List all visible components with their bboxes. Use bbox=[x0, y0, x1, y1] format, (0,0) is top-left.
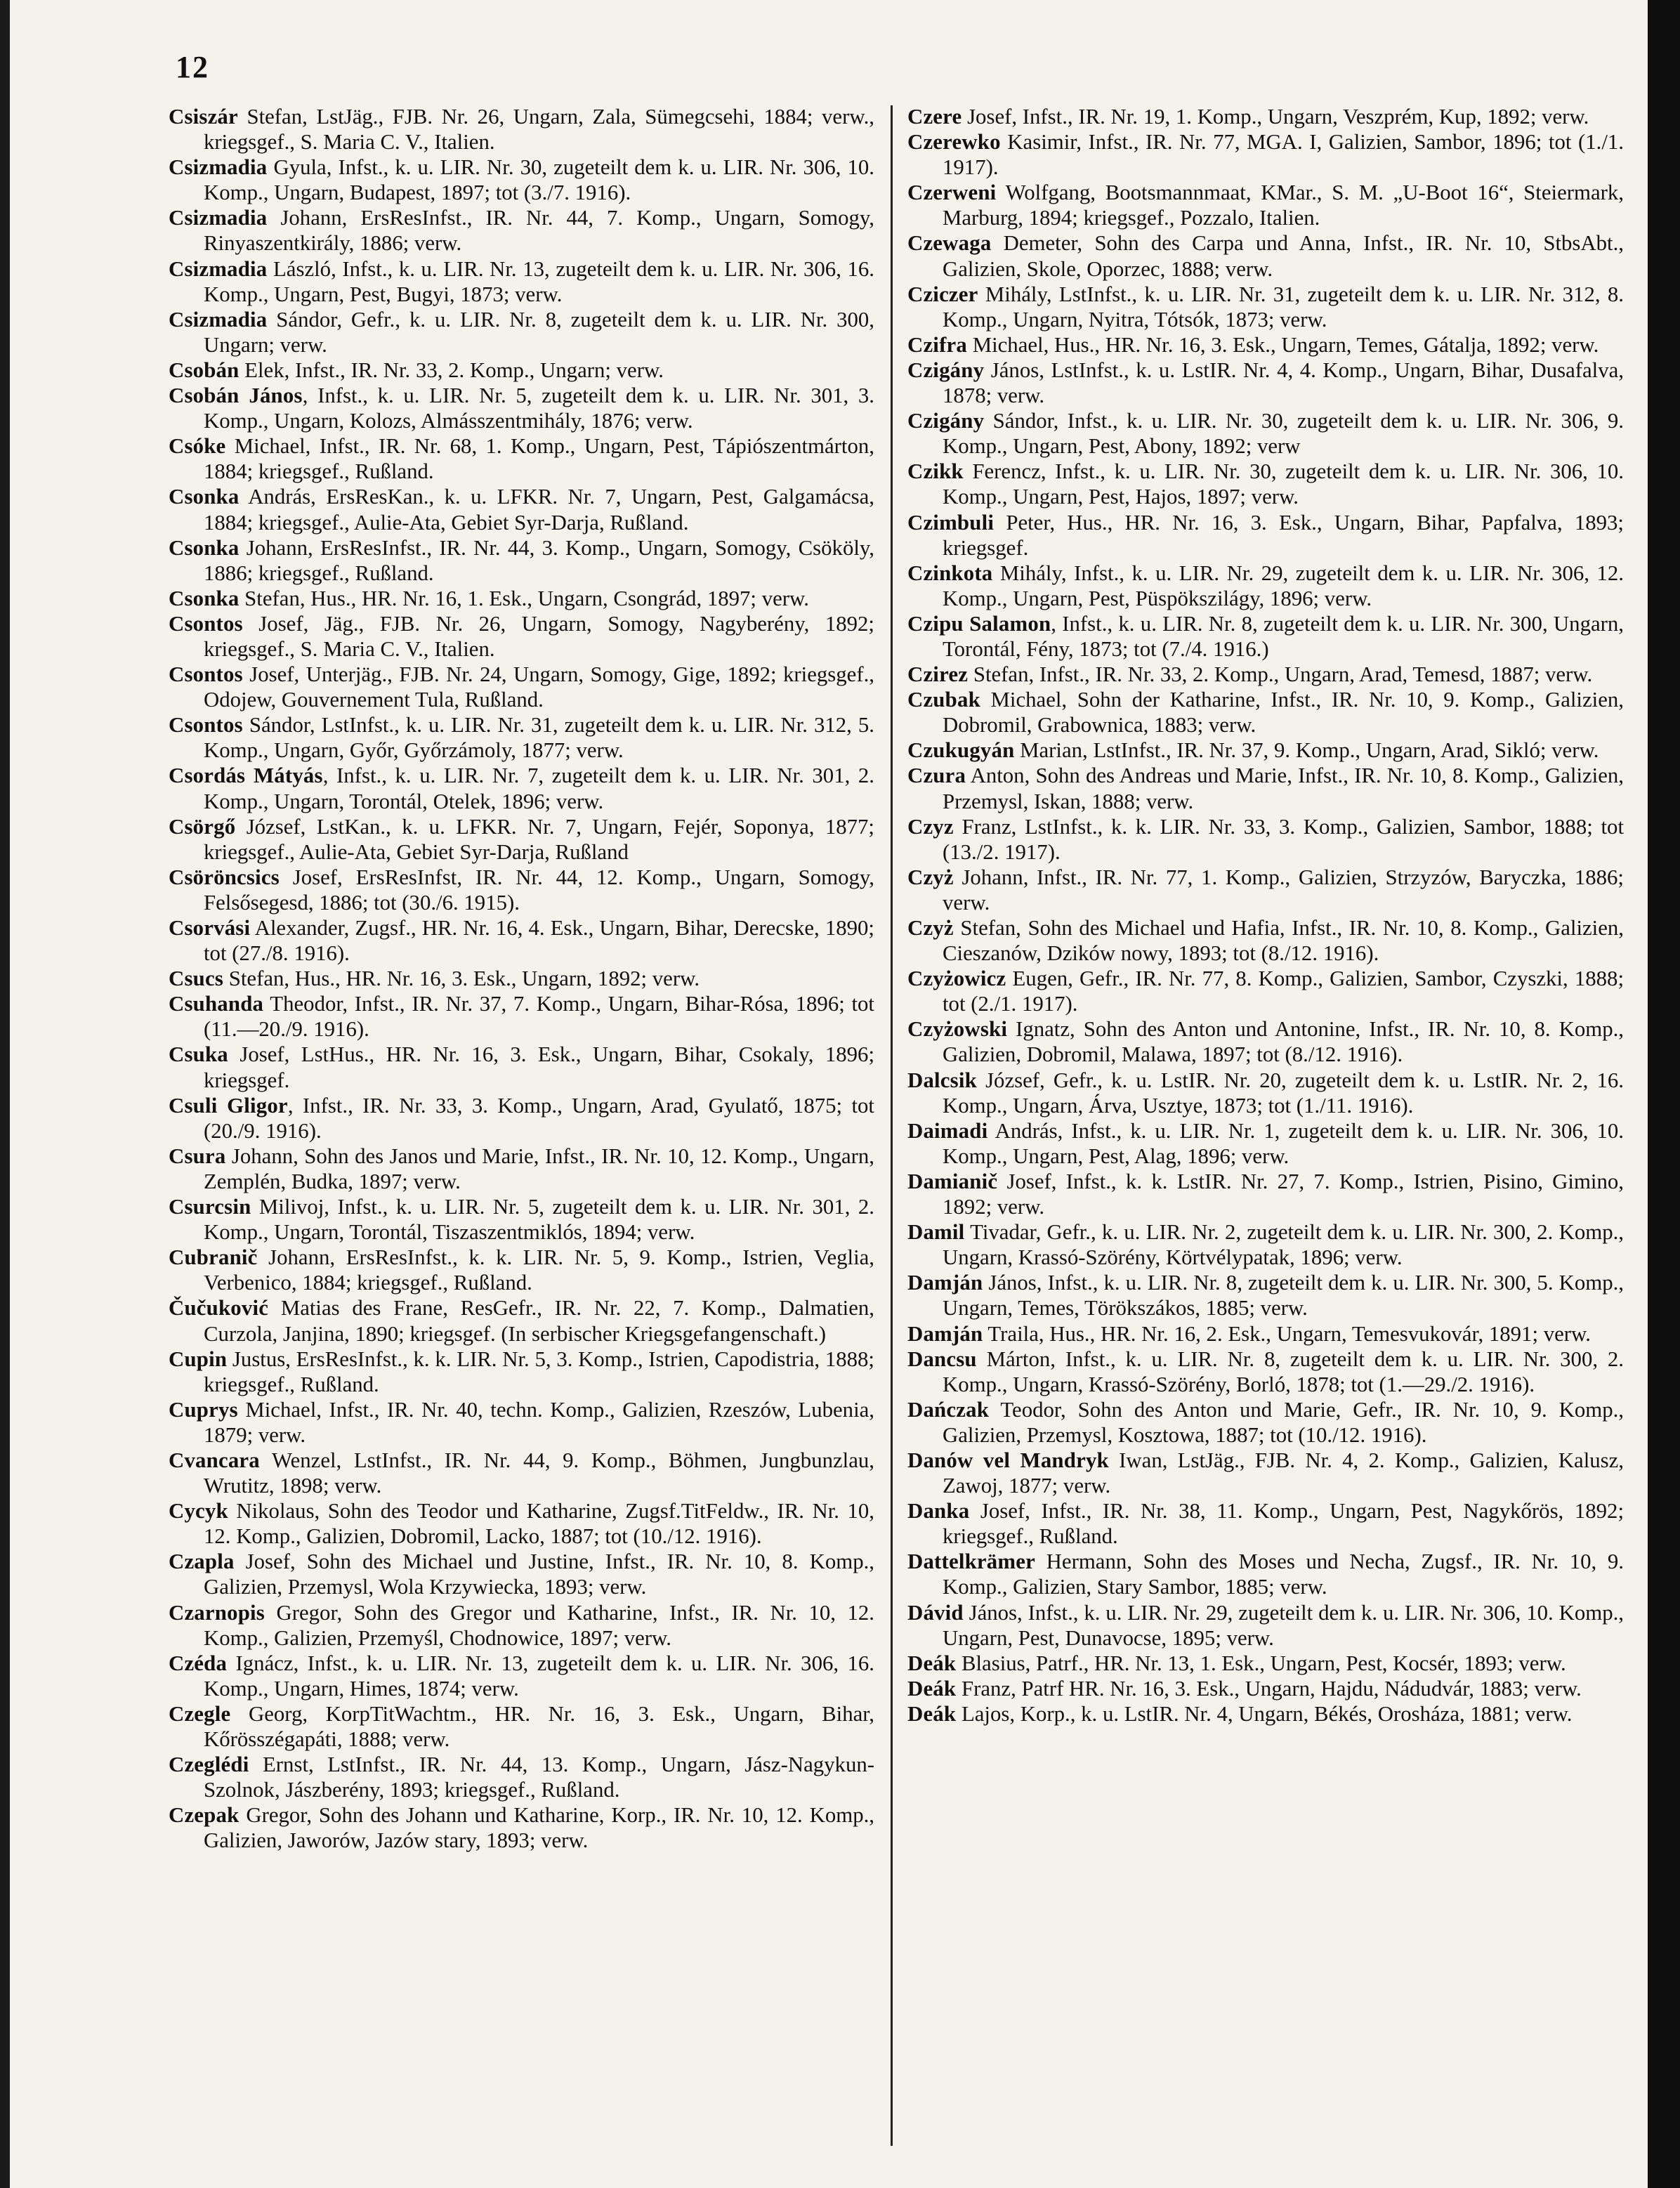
entry-details: Traila, Hus., HR. Nr. 16, 2. Esk., Ungarn, Temesvukovár, 1891; verw. bbox=[983, 1321, 1591, 1346]
list-entry bbox=[907, 408, 1624, 459]
entry-details: , Infst., k. u. LIR. Nr. 7, zugeteilt dem k. u. LIR. Nr. 301, 2. Komp., Ungarn, Torontál, Otelek, 1896; verw. bbox=[204, 764, 875, 813]
entry-surname: Csóke bbox=[169, 434, 226, 459]
entry-surname: Csontos bbox=[169, 662, 243, 687]
entry-details: Sándor, Gefr., k. u. LIR. Nr. 8, zugeteilt dem k. u. LIR. Nr. 300, Ungarn; verw. bbox=[204, 307, 874, 357]
list-entry bbox=[907, 1219, 1624, 1270]
list-entry bbox=[169, 865, 874, 915]
entry-surname: Czipu Salamon bbox=[907, 611, 1051, 636]
list-entry bbox=[169, 484, 874, 535]
entry-surname: Csontos bbox=[169, 611, 243, 636]
entry-surname: Deák bbox=[907, 1651, 957, 1675]
entry-details: Stefan, Hus., HR. Nr. 16, 3. Esk., Ungarn, 1892; verw. bbox=[223, 967, 700, 991]
entry-details: Johann, ErsResInfst., IR. Nr. 44, 3. Komp., Ungarn, Somogy, Csököly, 1886; kriegsgef., Rußland. bbox=[204, 535, 874, 585]
list-entry bbox=[907, 814, 1624, 865]
entry-surname: Czyżowski bbox=[907, 1017, 1008, 1042]
entry-details: Ignatz, Sohn des Anton und Antonine, Infst., IR. Nr. 10, 8. Komp., Galizien, Dobromil, Malawa, 1897; tot (8./12. 1916). bbox=[943, 1017, 1624, 1067]
entry-details: Josef, Sohn des Michael und Justine, Infst., IR. Nr. 10, 8. Komp., Galizien, Przemysl, Wola Krzywiecka, 1893; verw. bbox=[204, 1550, 874, 1599]
entry-surname: Czyz bbox=[907, 814, 954, 839]
entry-surname: Csuka bbox=[169, 1042, 228, 1067]
entry-details: Justus, ErsResInfst., k. k. LIR. Nr. 5, 3. Komp., Istrien, Capodistria, 1888; kriegsgef., Rußland. bbox=[204, 1347, 874, 1396]
entry-surname: Csizmadia bbox=[169, 206, 268, 230]
list-entry bbox=[907, 1169, 1624, 1219]
entry-details: Michael, Hus., HR. Nr. 16, 3. Esk., Ungarn, Temes, Gátalja, 1892; verw. bbox=[967, 332, 1599, 357]
list-entry bbox=[169, 763, 874, 813]
entry-surname: Czura bbox=[907, 764, 966, 788]
entry-details: Stefan, Sohn des Michael und Hafia, Infst., IR. Nr. 10, 8. Komp., Galizien, Cieszanów, Dzików nowy, 1893; tot (8./12. 1916). bbox=[943, 916, 1624, 966]
entry-surname: Czegle bbox=[169, 1701, 231, 1726]
page-number: 12 bbox=[176, 50, 209, 84]
list-entry bbox=[907, 915, 1624, 966]
entry-details: Franz, LstInfst., k. k. LIR. Nr. 33, 3. Komp., Galizien, Sambor, 1888; tot (13./2. 1917). bbox=[943, 814, 1624, 864]
entry-surname: Csonka bbox=[169, 535, 239, 560]
entry-details: Johann, ErsResInfst., IR. Nr. 44, 7. Komp., Ungarn, Somogy, Rinyaszentkirály, 1886; verw. bbox=[204, 206, 874, 256]
entry-surname: Cycyk bbox=[169, 1499, 228, 1524]
entry-surname: Csuhanda bbox=[169, 992, 264, 1016]
entry-details: Johann, Sohn des Janos und Marie, Infst., IR. Nr. 10, 12. Komp., Ungarn, Zemplén, Budka, 1897; verw. bbox=[204, 1144, 874, 1193]
list-entry bbox=[169, 611, 874, 662]
entry-details: Kasimir, Infst., IR. Nr. 77, MGA. I, Galizien, Sambor, 1896; tot (1./1. 1917). bbox=[943, 130, 1624, 180]
list-entry bbox=[907, 966, 1624, 1016]
entry-surname: Czimbuli bbox=[907, 510, 995, 535]
entry-details: Teodor, Sohn des Anton und Marie, Gefr., IR. Nr. 10, 9. Komp., Galizien, Przemysl, Kosztowa, 1887; tot (10./12. 1916). bbox=[943, 1397, 1624, 1447]
entry-surname: Csonka bbox=[169, 586, 239, 610]
list-entry bbox=[907, 1118, 1624, 1169]
entry-details: Alexander, Zugsf., HR. Nr. 16, 4. Esk., Ungarn, Bihar, Derecske, 1890; tot (27./8. 1916). bbox=[204, 916, 874, 966]
list-entry bbox=[169, 1701, 874, 1752]
entry-details: Anton, Sohn des Andreas und Marie, Infst., IR. Nr. 10, 8. Komp., Galizien, Przemysl, Iskan, 1888; verw. bbox=[943, 764, 1624, 813]
list-entry bbox=[907, 459, 1624, 509]
entry-surname: Danka bbox=[907, 1499, 970, 1524]
entry-details: Peter, Hus., HR. Nr. 16, 3. Esk., Ungarn, Bihar, Papfalva, 1893; kriegsgef. bbox=[943, 510, 1624, 560]
list-entry bbox=[907, 1448, 1624, 1498]
list-entry bbox=[169, 991, 874, 1042]
entry-surname: Czikk bbox=[907, 459, 964, 484]
list-entry bbox=[169, 433, 874, 484]
entry-surname: Csizmadia bbox=[169, 155, 268, 180]
entry-surname: Czerweni bbox=[907, 181, 997, 205]
entry-surname: Csucs bbox=[169, 967, 224, 991]
list-entry bbox=[907, 180, 1624, 230]
entry-details: Sándor, Infst., k. u. LIR. Nr. 30, zugeteilt dem k. u. LIR. Nr. 306, 9. Komp., Ungarn, Pest, Abony, 1892; verw bbox=[943, 409, 1624, 459]
list-entry bbox=[907, 104, 1624, 129]
list-entry bbox=[169, 712, 874, 763]
list-entry bbox=[907, 1016, 1624, 1067]
entry-surname: Damján bbox=[907, 1321, 983, 1346]
entry-details: Michael, Sohn der Katharine, Infst., IR. Nr. 10, 9. Komp., Galizien, Dobromil, Grabownica, 1883; verw. bbox=[943, 688, 1624, 738]
entry-details: Michael, Infst., IR. Nr. 68, 1. Komp., Ungarn, Pest, Tápiószentmárton, 1884; kriegsgef., Rußland. bbox=[204, 434, 874, 484]
entry-details: Theodor, Infst., IR. Nr. 37, 7. Komp., Ungarn, Bihar-Rósa, 1896; tot (11.—20./9. 1916). bbox=[204, 992, 874, 1042]
list-entry bbox=[907, 332, 1624, 358]
entry-surname: Czewaga bbox=[907, 231, 992, 256]
entry-surname: Czepak bbox=[169, 1803, 239, 1828]
list-entry bbox=[907, 1651, 1624, 1676]
entry-surname: Csobán bbox=[169, 358, 239, 382]
entry-surname: Csordás Mátyás bbox=[169, 764, 323, 788]
list-entry bbox=[907, 510, 1624, 561]
entry-surname: Dávid bbox=[907, 1600, 964, 1625]
column-divider bbox=[891, 105, 893, 2146]
list-entry bbox=[169, 1295, 874, 1346]
entry-details: Gregor, Sohn des Johann und Katharine, Korp., IR. Nr. 10, 12. Komp., Galizien, Jaworów, Jazów stary, 1893; verw. bbox=[204, 1803, 874, 1853]
entry-details: Gyula, Infst., k. u. LIR. Nr. 30, zugeteilt dem k. u. LIR. Nr. 306, 10. Komp., Ungarn, Budapest, 1897; tot (3./7. 1916). bbox=[204, 155, 874, 205]
entry-details: Wenzel, LstInfst., IR. Nr. 44, 9. Komp., Böhmen, Jungbunzlau, Wrutitz, 1898; verw. bbox=[204, 1448, 874, 1498]
entry-details: Stefan, Hus., HR. Nr. 16, 1. Esk., Ungarn, Csongrád, 1897; verw. bbox=[239, 586, 809, 610]
list-entry bbox=[907, 1270, 1624, 1321]
list-entry bbox=[169, 307, 874, 358]
entry-surname: Czubak bbox=[907, 688, 980, 712]
entry-details: Hermann, Sohn des Moses und Necha, Zugsf., IR. Nr. 10, 9. Komp., Galizien, Stary Sambor, 1885; verw. bbox=[943, 1550, 1624, 1599]
list-entry bbox=[169, 383, 874, 433]
entry-details: Johann, ErsResInfst., k. k. LIR. Nr. 5, 9. Komp., Istrien, Veglia, Verbenico, 1884; kriegsgef., Rußland. bbox=[204, 1245, 874, 1295]
list-entry bbox=[169, 1194, 874, 1245]
entry-details: Eugen, Gefr., IR. Nr. 77, 8. Komp., Galizien, Sambor, Czyszki, 1888; tot (2./1. 1917). bbox=[943, 967, 1624, 1016]
entry-details: János, LstInfst., k. u. LstIR. Nr. 4, 4. Komp., Ungarn, Bihar, Dusafalva, 1878; verw. bbox=[943, 358, 1624, 408]
entry-surname: Cziczer bbox=[907, 282, 978, 306]
entry-surname: Csobán János bbox=[169, 384, 303, 408]
entry-details: , Infst., IR. Nr. 33, 3. Komp., Ungarn, Arad, Gyulatő, 1875; tot (20./9. 1916). bbox=[204, 1093, 874, 1143]
list-entry bbox=[907, 687, 1624, 738]
entry-surname: Csizmadia bbox=[169, 256, 268, 281]
list-entry bbox=[907, 662, 1624, 687]
entry-surname: Dańczak bbox=[907, 1397, 990, 1422]
entry-surname: Damil bbox=[907, 1220, 965, 1245]
list-entry bbox=[169, 1397, 874, 1448]
list-entry bbox=[169, 586, 874, 611]
entry-details: Josef, Unterjäg., FJB. Nr. 24, Ungarn, Somogy, Gige, 1892; kriegsgef., Odojew, Gouvernement Tula, Rußland. bbox=[204, 662, 874, 712]
list-entry bbox=[907, 1600, 1624, 1651]
list-entry bbox=[169, 256, 874, 307]
entry-details: Michael, Infst., IR. Nr. 40, techn. Komp., Galizien, Rzeszów, Lubenia, 1879; verw. bbox=[204, 1397, 874, 1447]
entry-details: András, Infst., k. u. LIR. Nr. 1, zugeteilt dem k. u. LIR. Nr. 306, 10. Komp., Ungarn, Pest, Alag, 1896; verw. bbox=[943, 1118, 1624, 1168]
entry-surname: Csizmadia bbox=[169, 307, 268, 332]
entry-surname: Cupin bbox=[169, 1347, 228, 1371]
list-entry bbox=[169, 104, 874, 155]
list-entry bbox=[169, 1042, 874, 1092]
entry-details: , Infst., k. u. LIR. Nr. 8, zugeteilt dem k. u. LIR. Nr. 300, Ungarn, Torontál, Fény, 1873; tot (7./4. 1916.) bbox=[943, 611, 1624, 661]
list-entry bbox=[907, 738, 1624, 763]
list-entry bbox=[169, 1347, 874, 1397]
entry-surname: Czyż bbox=[907, 916, 954, 940]
entry-details: Lajos, Korp., k. u. LstIR. Nr. 4, Ungarn, Békés, Orosháza, 1881; verw. bbox=[956, 1701, 1573, 1726]
entry-surname: Csonka bbox=[169, 485, 239, 509]
entry-details: Tivadar, Gefr., k. u. LIR. Nr. 2, zugeteilt dem k. u. LIR. Nr. 300, 2. Komp., Ungarn, Krassó-Szörény, Körtvélypatak, 1896; verw. bbox=[943, 1220, 1624, 1270]
list-entry bbox=[169, 535, 874, 586]
list-entry bbox=[169, 814, 874, 865]
entry-surname: Czyżowicz bbox=[907, 967, 1006, 991]
list-entry bbox=[907, 561, 1624, 611]
list-entry bbox=[169, 1651, 874, 1701]
entry-surname: Czarnopis bbox=[169, 1600, 265, 1625]
entry-surname: Czeglédi bbox=[169, 1753, 249, 1777]
entry-surname: Cuprys bbox=[169, 1397, 238, 1422]
list-entry bbox=[907, 129, 1624, 180]
entry-details: Stefan, Infst., IR. Nr. 33, 2. Komp., Ungarn, Arad, Temesd, 1887; verw. bbox=[968, 662, 1593, 687]
list-entry bbox=[169, 1752, 874, 1802]
entry-details: Nikolaus, Sohn des Teodor und Katharine, Zugsf.TitFeldw., IR. Nr. 10, 12. Komp., Galizien, Dobromil, Lacko, 1887; tot (10./12. 1916). bbox=[204, 1499, 874, 1549]
list-entry bbox=[169, 1549, 874, 1599]
entry-details: János, Infst., k. u. LIR. Nr. 8, zugeteilt dem k. u. LIR. Nr. 300, 5. Komp., Ungarn, Temes, Törökszákos, 1885; verw. bbox=[943, 1271, 1624, 1321]
entry-surname: Danów vel Mandryk bbox=[907, 1448, 1109, 1472]
entry-details: Mihály, Infst., k. u. LIR. Nr. 29, zugeteilt dem k. u. LIR. Nr. 306, 12. Komp., Ungarn, Pest, Püspökszilágy, 1896; verw. bbox=[943, 561, 1624, 610]
entry-details: Josef, LstHus., HR. Nr. 16, 3. Esk., Ungarn, Bihar, Csokaly, 1896; kriegsgef. bbox=[204, 1042, 874, 1092]
entry-details: Mihály, LstInfst., k. u. LIR. Nr. 31, zugeteilt dem k. u. LIR. Nr. 312, 8. Komp., Ungarn, Nyitra, Tótsók, 1873; verw. bbox=[943, 282, 1624, 332]
list-entry bbox=[907, 611, 1624, 662]
list-entry bbox=[907, 230, 1624, 281]
entry-surname: Czigány bbox=[907, 358, 985, 382]
entry-details: Ferencz, Infst., k. u. LIR. Nr. 30, zugeteilt dem k. u. LIR. Nr. 306, 10. Komp., Ungarn, Pest, Hajos, 1897; verw. bbox=[943, 459, 1624, 509]
entry-details: Elek, Infst., IR. Nr. 33, 2. Komp., Ungarn; verw. bbox=[239, 358, 664, 382]
list-entry bbox=[169, 915, 874, 966]
entry-surname: Csiszár bbox=[169, 105, 238, 129]
list-entry bbox=[169, 1245, 874, 1295]
entry-details: Stefan, LstJäg., FJB. Nr. 26, Ungarn, Zala, Sümegcsehi, 1884; verw., kriegsgef., S. Maria C. V., Italien. bbox=[204, 105, 874, 155]
entry-surname: Cubranič bbox=[169, 1245, 258, 1270]
entry-details: József, LstKan., k. u. LFKR. Nr. 7, Ungarn, Fejér, Soponya, 1877; kriegsgef., Aulie-Ata, Gebiet Syr-Darja, Rußland bbox=[204, 814, 874, 864]
right-column bbox=[907, 104, 1624, 1727]
entry-surname: Czifra bbox=[907, 332, 967, 357]
entry-details: Ignácz, Infst., k. u. LIR. Nr. 13, zugeteilt dem k. u. LIR. Nr. 306, 16. Komp., Ungarn, Himes, 1874; verw. bbox=[204, 1651, 874, 1701]
entry-surname: Czigány bbox=[907, 409, 985, 433]
left-column bbox=[169, 104, 874, 1853]
entry-details: János, Infst., k. u. LIR. Nr. 29, zugeteilt dem k. u. LIR. Nr. 306, 10. Komp., Ungarn, Pest, Dunavocse, 1895; verw. bbox=[943, 1600, 1624, 1650]
entry-surname: Dattelkrämer bbox=[907, 1550, 1035, 1574]
entry-surname: Dalcsik bbox=[907, 1068, 977, 1092]
entry-surname: Csontos bbox=[169, 713, 243, 738]
list-entry bbox=[169, 358, 874, 383]
list-entry bbox=[169, 1448, 874, 1498]
entry-surname: Czukugyán bbox=[907, 738, 1015, 763]
entry-surname: Dancsu bbox=[907, 1347, 977, 1371]
list-entry bbox=[169, 1802, 874, 1853]
entry-surname: Csura bbox=[169, 1144, 226, 1168]
entry-details: Johann, Infst., IR. Nr. 77, 1. Komp., Galizien, Strzyzów, Baryczka, 1886; verw. bbox=[943, 865, 1624, 915]
list-entry bbox=[169, 1600, 874, 1651]
entry-surname: Csuli Gligor bbox=[169, 1093, 288, 1118]
entry-details: Franz, Patrf HR. Nr. 16, 3. Esk., Ungarn, Hajdu, Nádudvár, 1883; verw. bbox=[956, 1676, 1582, 1701]
entry-surname: Damján bbox=[907, 1271, 983, 1295]
entry-details: Gregor, Sohn des Gregor und Katharine, Infst., IR. Nr. 10, 12. Komp., Galizien, Przemyśl, Chodnowice, 1897; verw. bbox=[204, 1600, 874, 1650]
entry-details: Ernst, LstInfst., IR. Nr. 44, 13. Komp., Ungarn, Jász-Nagykun-Szolnok, Jászberény, 1893; kriegsgef., Rußland. bbox=[204, 1753, 874, 1802]
entry-details: , Infst., k. u. LIR. Nr. 5, zugeteilt dem k. u. LIR. Nr. 301, 3. Komp., Ungarn, Kolozs, Almásszentmihály, 1876; verw. bbox=[204, 384, 875, 433]
list-entry bbox=[907, 1347, 1624, 1397]
entry-details: Georg, KorpTitWachtm., HR. Nr. 16, 3. Esk., Ungarn, Bihar, Kőrösszégapáti, 1888; verw. bbox=[204, 1701, 874, 1751]
list-entry bbox=[169, 1093, 874, 1144]
entry-surname: Czapla bbox=[169, 1550, 235, 1574]
entry-details: József, Gefr., k. u. LstIR. Nr. 20, zugeteilt dem k. u. LstIR. Nr. 2, 16. Komp., Ungarn, Árva, Usztye, 1873; tot (1./11. 1916). bbox=[943, 1068, 1624, 1118]
entry-details: Josef, Infst., k. k. LstIR. Nr. 27, 7. Komp., Istrien, Pisino, Gimino, 1892; verw. bbox=[943, 1169, 1624, 1219]
list-entry bbox=[907, 1701, 1624, 1727]
entry-details: Wolfgang, Bootsmannmaat, KMar., S. M. „U-Boot 16“, Steiermark, Marburg, 1894; kriegsgef., Pozzalo, Italien. bbox=[943, 181, 1624, 230]
entry-surname: Csöröncsics bbox=[169, 865, 280, 889]
entry-surname: Czyż bbox=[907, 865, 954, 889]
entry-details: Josef, Infst., IR. Nr. 19, 1. Komp., Ungarn, Veszprém, Kup, 1892; verw. bbox=[962, 105, 1589, 129]
entry-surname: Czerewko bbox=[907, 130, 1001, 155]
entry-surname: Deák bbox=[907, 1701, 957, 1726]
list-entry bbox=[169, 1498, 874, 1549]
list-entry bbox=[907, 1549, 1624, 1599]
list-entry bbox=[907, 1321, 1624, 1347]
list-entry bbox=[907, 1498, 1624, 1549]
entry-surname: Csörgő bbox=[169, 814, 236, 839]
entry-surname: Csorvási bbox=[169, 916, 251, 940]
entry-details: Matias des Frane, ResGefr., IR. Nr. 22, 7. Komp., Dalmatien, Curzola, Janjina, 1890; kriegsgef. (In serbischer Kriegsgefangenschaft.) bbox=[204, 1296, 874, 1346]
entry-surname: Czinkota bbox=[907, 561, 993, 585]
entry-details: Blasius, Patrf., HR. Nr. 13, 1. Esk., Ungarn, Pest, Kocsér, 1893; verw. bbox=[956, 1651, 1566, 1675]
list-entry bbox=[907, 763, 1624, 813]
entry-details: Sándor, LstInfst., k. u. LIR. Nr. 31, zugeteilt dem k. u. LIR. Nr. 312, 5. Komp., Ungarn, Győr, Győrzámoly, 1877; verw. bbox=[204, 713, 874, 763]
entry-details: Josef, Jäg., FJB. Nr. 26, Ungarn, Somogy, Nagyberény, 1892; kriegsgef., S. Maria C. V., Italien. bbox=[204, 611, 874, 661]
entry-details: Josef, ErsResInfst, IR. Nr. 44, 12. Komp., Ungarn, Somogy, Felsősegesd, 1886; tot (30./6. 1915). bbox=[204, 865, 874, 915]
entry-details: Demeter, Sohn des Carpa und Anna, Infst., IR. Nr. 10, StbsAbt., Galizien, Skole, Oporzec, 1888; verw. bbox=[943, 231, 1624, 281]
list-entry bbox=[169, 662, 874, 712]
entry-details: Marian, LstInfst., IR. Nr. 37, 9. Komp., Ungarn, Arad, Sikló; verw. bbox=[1014, 738, 1599, 763]
entry-details: András, ErsResKan., k. u. LFKR. Nr. 7, Ungarn, Pest, Galgamácsa, 1884; kriegsgef., Aulie-Ata, Gebiet Syr-Darja, Rußland. bbox=[204, 485, 874, 535]
entry-surname: Czere bbox=[907, 105, 962, 129]
list-entry bbox=[169, 205, 874, 256]
entry-surname: Czirez bbox=[907, 662, 969, 687]
entry-surname: Cvancara bbox=[169, 1448, 260, 1472]
entry-surname: Czéda bbox=[169, 1651, 228, 1675]
list-entry bbox=[907, 1068, 1624, 1118]
entry-surname: Deák bbox=[907, 1676, 957, 1701]
entry-details: Milivoj, Infst., k. u. LIR. Nr. 5, zugeteilt dem k. u. LIR. Nr. 301, 2. Komp., Ungarn, Torontál, Tiszaszentmiklós, 1894; verw. bbox=[204, 1195, 874, 1245]
entry-details: Josef, Infst., IR. Nr. 38, 11. Komp., Ungarn, Pest, Nagykőrös, 1892; kriegsgef., Rußland. bbox=[943, 1499, 1624, 1549]
list-entry bbox=[907, 1397, 1624, 1448]
list-entry bbox=[169, 966, 874, 991]
entry-details: László, Infst., k. u. LIR. Nr. 13, zugeteilt dem k. u. LIR. Nr. 306, 16. Komp., Ungarn, Pest, Bugyi, 1873; verw. bbox=[204, 256, 874, 306]
list-entry bbox=[907, 1676, 1624, 1701]
entry-details: Iwan, LstJäg., FJB. Nr. 4, 2. Komp., Galizien, Kalusz, Zawoj, 1877; verw. bbox=[943, 1448, 1625, 1498]
list-entry bbox=[907, 358, 1624, 408]
list-entry bbox=[169, 1144, 874, 1194]
entry-surname: Daimadi bbox=[907, 1118, 988, 1143]
list-entry bbox=[169, 155, 874, 205]
list-entry bbox=[907, 282, 1624, 332]
entry-surname: Damianič bbox=[907, 1169, 998, 1193]
entry-surname: Csurcsin bbox=[169, 1195, 251, 1219]
entry-details: Márton, Infst., k. u. LIR. Nr. 8, zugeteilt dem k. u. LIR. Nr. 300, 2. Komp., Ungarn, Krassó-Szörény, Borló, 1878; tot (1.—29./2. 1916). bbox=[943, 1347, 1624, 1396]
entry-surname: Čučuković bbox=[169, 1296, 269, 1321]
list-entry bbox=[907, 865, 1624, 915]
